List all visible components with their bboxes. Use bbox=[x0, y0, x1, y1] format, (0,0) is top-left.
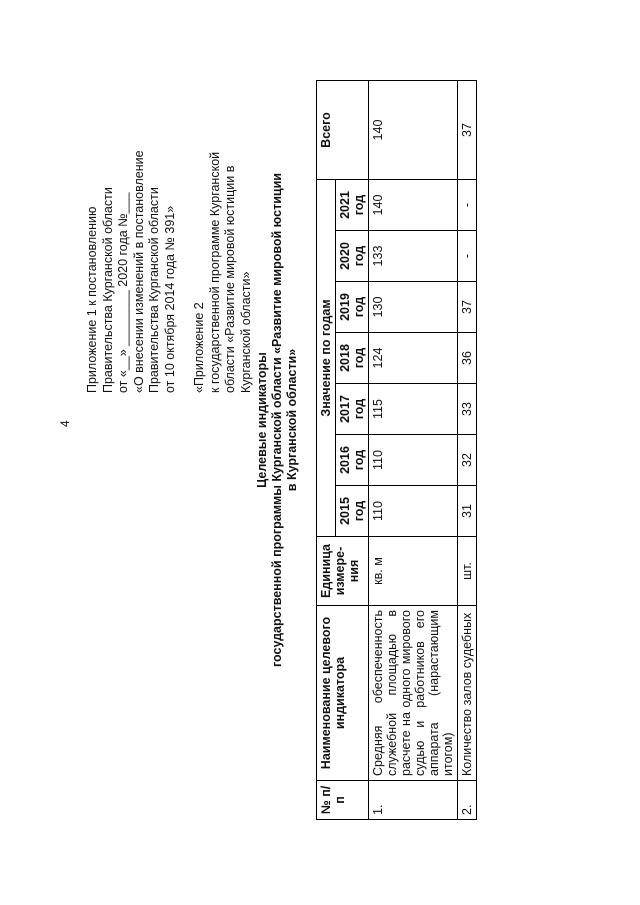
table-row bbox=[369, 81, 458, 820]
cell-total: 37 bbox=[458, 81, 477, 180]
cell-value: 115 bbox=[369, 384, 458, 435]
prior-appendix-line: «Приложение 2 bbox=[192, 302, 206, 393]
appendix-line: «О внесении изменений в постановление bbox=[131, 150, 146, 393]
header-year: 2016 год bbox=[336, 435, 369, 486]
header-year: 2017 год bbox=[336, 384, 369, 435]
cell-value: 124 bbox=[369, 333, 458, 384]
header-year: 2015 год bbox=[336, 486, 369, 537]
header-year: 2020 год bbox=[336, 231, 369, 282]
cell-value: - bbox=[458, 231, 477, 282]
cell-value: 32 bbox=[458, 435, 477, 486]
appendix-line: от 10 октября 2014 года № 391» bbox=[162, 205, 177, 393]
cell-value: 133 bbox=[369, 231, 458, 282]
appendix-line: Приложение 1 к постановлению bbox=[85, 206, 99, 393]
document-title bbox=[255, 160, 300, 680]
cell-name: Количество залов судебных bbox=[458, 606, 477, 781]
appendix-line: Правительства Курганской области bbox=[100, 187, 115, 393]
header-year: 2019 год bbox=[336, 282, 369, 333]
prior-appendix-line: области «Развитие мировой юстиции в bbox=[223, 165, 237, 393]
cell-value: 110 bbox=[369, 486, 458, 537]
page-number: 4 bbox=[58, 420, 72, 427]
cell-value: 31 bbox=[458, 486, 477, 537]
cell-value: - bbox=[458, 180, 477, 231]
cell-value: 140 bbox=[369, 180, 458, 231]
title-line: Целевые индикаторы bbox=[255, 352, 269, 488]
prior-appendix-line: к государственной программе Курганской bbox=[207, 151, 222, 393]
cell-unit: шт. bbox=[458, 537, 477, 606]
cell-value: 110 bbox=[369, 435, 458, 486]
header-year: 2021 год bbox=[336, 180, 369, 231]
header-year: 2018 год bbox=[336, 333, 369, 384]
title-line: в Курганской области» bbox=[285, 348, 299, 492]
cell-no: 1. bbox=[369, 781, 458, 820]
header-total: Всего bbox=[317, 81, 369, 180]
cell-value: 33 bbox=[458, 384, 477, 435]
cell-name: Средняя обеспеченность служебной площадью в расчете на одного мирового судью и работников его аппарата (нарастающим итогом) bbox=[369, 606, 458, 781]
header-unit: Единица измере-ния bbox=[317, 537, 369, 606]
appendix-block bbox=[85, 33, 254, 393]
header-values-by-year: Значение по годам bbox=[317, 180, 336, 537]
header-name: Наименование целевого индикатора bbox=[317, 606, 369, 781]
cell-value: 130 bbox=[369, 282, 458, 333]
title-line: государственной программы Курганской области «Развитие мировой юстиции bbox=[270, 173, 284, 667]
cell-value: 37 bbox=[458, 282, 477, 333]
cell-value: 36 bbox=[458, 333, 477, 384]
cell-unit: кв. м bbox=[369, 537, 458, 606]
cell-no: 2. bbox=[458, 781, 477, 820]
table-row bbox=[458, 81, 477, 820]
header-no: № п/п bbox=[317, 781, 369, 820]
prior-appendix-line: Курганской области» bbox=[238, 271, 253, 393]
appendix-line: Правительства Курганской области bbox=[147, 187, 161, 393]
appendix-line: от «__» ________ 2020 года №___ bbox=[116, 192, 130, 393]
indicators-table bbox=[316, 80, 477, 820]
cell-total: 140 bbox=[369, 81, 458, 180]
